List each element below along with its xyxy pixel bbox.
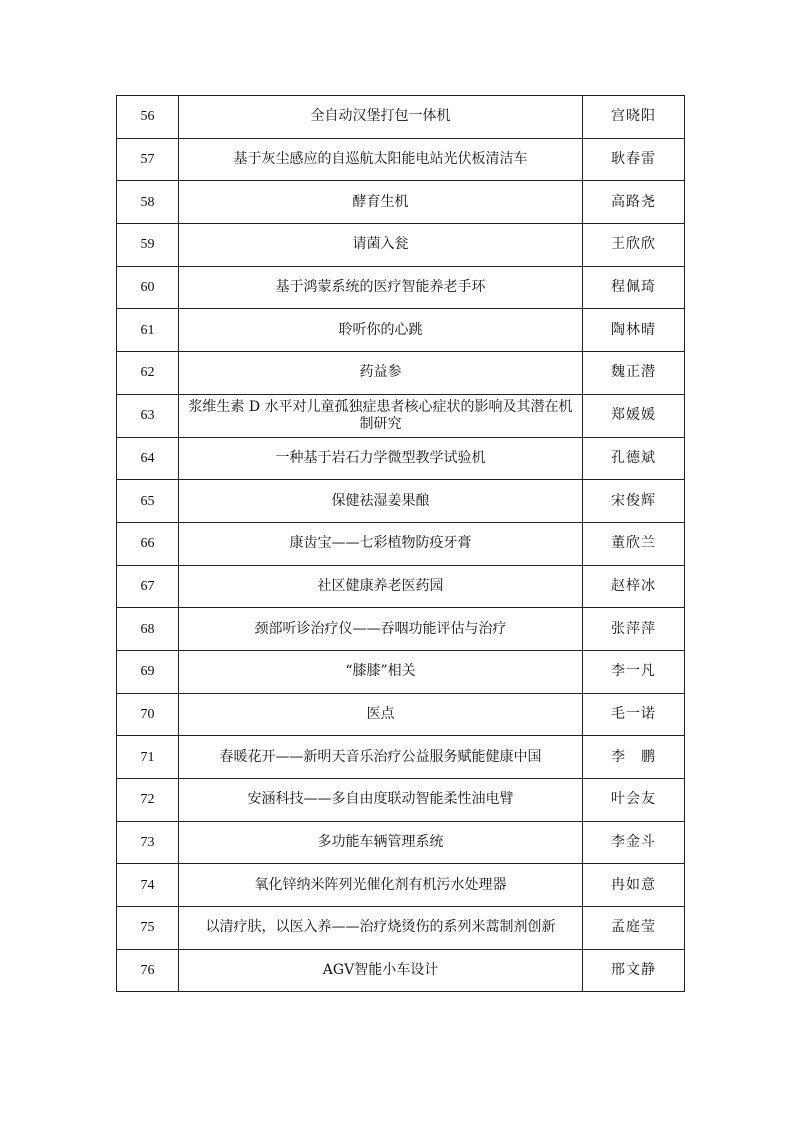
table-row	[117, 650, 685, 693]
table-row	[117, 864, 685, 907]
table-row	[117, 949, 685, 992]
project-title: 一种基于岩石力学微型教学试验机	[179, 437, 583, 480]
table-row	[117, 437, 685, 480]
row-number: 63	[117, 394, 179, 437]
project-title: 聆听你的心跳	[179, 309, 583, 352]
table-row	[117, 565, 685, 608]
row-number: 73	[117, 821, 179, 864]
project-table	[116, 95, 685, 992]
row-number: 66	[117, 522, 179, 565]
table-row	[117, 522, 685, 565]
table-row	[117, 736, 685, 779]
row-number: 74	[117, 864, 179, 907]
row-number: 62	[117, 352, 179, 395]
person-name: 毛一诺	[583, 693, 685, 736]
table-row	[117, 181, 685, 224]
person-name: 孔德斌	[583, 437, 685, 480]
project-title: 颈部听诊治疗仪——吞咽功能评估与治疗	[179, 608, 583, 651]
table-body	[117, 96, 685, 992]
project-title: AGV智能小车设计	[179, 949, 583, 992]
table-row	[117, 138, 685, 181]
table-row	[117, 266, 685, 309]
project-title: 春暖花开——新明天音乐治疗公益服务赋能健康中国	[179, 736, 583, 779]
project-title: 浆维生素 D 水平对儿童孤独症患者核心症状的影响及其潜在机制研究	[179, 394, 583, 437]
project-title: 酵育生机	[179, 181, 583, 224]
project-title: 基于鸿蒙系统的医疗智能养老手环	[179, 266, 583, 309]
person-name: 冉如意	[583, 864, 685, 907]
row-number: 56	[117, 96, 179, 139]
project-title: “膝膝”相关	[179, 650, 583, 693]
row-number: 76	[117, 949, 179, 992]
project-title: 康齿宝——七彩植物防疫牙膏	[179, 522, 583, 565]
row-number: 59	[117, 224, 179, 267]
table-row	[117, 907, 685, 950]
person-name: 宋俊辉	[583, 480, 685, 523]
person-name: 郑媛媛	[583, 394, 685, 437]
person-name: 李金斗	[583, 821, 685, 864]
person-name: 耿春雷	[583, 138, 685, 181]
person-name: 陶林晴	[583, 309, 685, 352]
person-name: 王欣欣	[583, 224, 685, 267]
row-number: 57	[117, 138, 179, 181]
row-number: 58	[117, 181, 179, 224]
table-row	[117, 821, 685, 864]
project-title: 氧化锌纳米阵列光催化剂有机污水处理器	[179, 864, 583, 907]
row-number: 61	[117, 309, 179, 352]
project-title: 保健祛湿姜果酿	[179, 480, 583, 523]
person-name: 叶会友	[583, 779, 685, 822]
table-row	[117, 480, 685, 523]
person-name: 孟庭莹	[583, 907, 685, 950]
person-name: 宫晓阳	[583, 96, 685, 139]
person-name: 魏正潜	[583, 352, 685, 395]
table-row	[117, 309, 685, 352]
table-row	[117, 608, 685, 651]
table-row	[117, 224, 685, 267]
project-title: 全自动汉堡打包一体机	[179, 96, 583, 139]
row-number: 72	[117, 779, 179, 822]
person-name: 高路尧	[583, 181, 685, 224]
person-name: 赵梓冰	[583, 565, 685, 608]
row-number: 71	[117, 736, 179, 779]
row-number: 67	[117, 565, 179, 608]
row-number: 60	[117, 266, 179, 309]
project-title: 多功能车辆管理系统	[179, 821, 583, 864]
person-name: 李一凡	[583, 650, 685, 693]
row-number: 64	[117, 437, 179, 480]
table-row	[117, 96, 685, 139]
row-number: 70	[117, 693, 179, 736]
person-name: 程佩琦	[583, 266, 685, 309]
project-title: 以清疗肤，以医入养——治疗烧烫伤的系列米蒿制剂创新	[179, 907, 583, 950]
project-title: 医点	[179, 693, 583, 736]
person-name: 李 鹏	[583, 736, 685, 779]
project-title: 基于灰尘感应的自巡航太阳能电站光伏板清洁车	[179, 138, 583, 181]
row-number: 68	[117, 608, 179, 651]
row-number: 75	[117, 907, 179, 950]
person-name: 董欣兰	[583, 522, 685, 565]
project-title: 药益参	[179, 352, 583, 395]
project-title: 社区健康养老医药园	[179, 565, 583, 608]
table-row	[117, 779, 685, 822]
table-row	[117, 352, 685, 395]
row-number: 65	[117, 480, 179, 523]
row-number: 69	[117, 650, 179, 693]
person-name: 张萍萍	[583, 608, 685, 651]
person-name: 邢文静	[583, 949, 685, 992]
table-row	[117, 693, 685, 736]
project-title: 安涵科技——多自由度联动智能柔性油电臂	[179, 779, 583, 822]
table-row	[117, 394, 685, 437]
project-title: 请菌入瓮	[179, 224, 583, 267]
